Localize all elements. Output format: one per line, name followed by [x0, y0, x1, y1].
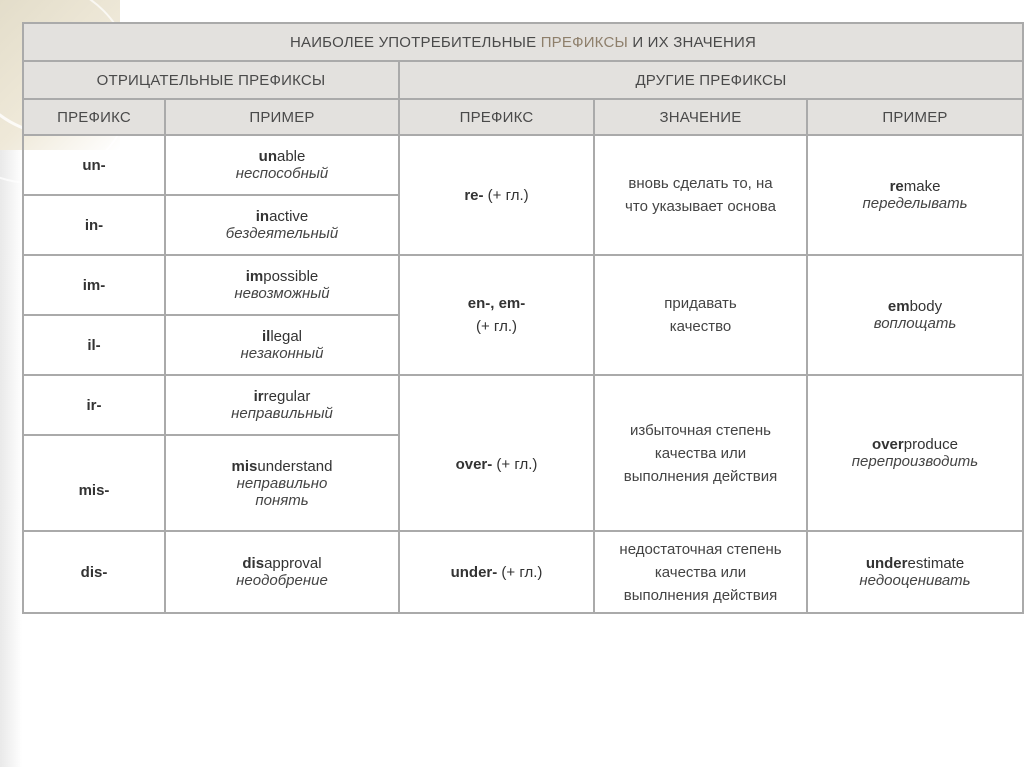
- title-row: [23, 23, 1023, 61]
- negative-example-cell: [165, 531, 399, 613]
- example-translation: неспособный: [235, 165, 329, 182]
- example-rest: produce: [903, 436, 958, 453]
- example-word: [808, 555, 1022, 572]
- example-word: [166, 458, 398, 475]
- other-prefix-note: (+ гл.): [492, 455, 538, 473]
- example-translation: неправильно: [236, 474, 328, 492]
- meaning-line: придавать: [664, 295, 737, 312]
- negative-prefix-cell: [23, 315, 165, 375]
- example-rest: active: [269, 208, 309, 225]
- group-other-header: ДРУГИЕ ПРЕФИКСЫ: [399, 61, 1023, 99]
- example-translation: незаконный: [240, 345, 324, 362]
- example-word: [166, 555, 398, 572]
- meaning-line: качество: [669, 318, 732, 335]
- example-word: [166, 388, 398, 405]
- example-rest: make: [903, 178, 941, 195]
- meaning-line: качества или: [654, 444, 747, 462]
- negative-example-cell: [165, 135, 399, 195]
- example-rest: regular: [263, 388, 311, 405]
- other-prefix-note: (+ гл.): [483, 186, 529, 204]
- other-prefix-bold: en-, em-: [467, 295, 526, 312]
- other-prefix: [451, 564, 543, 581]
- example-translation: недооценивать: [859, 572, 971, 589]
- example-stem: dis: [242, 555, 265, 572]
- other-prefix-cell: [399, 255, 594, 375]
- other-prefix-cell: [399, 375, 594, 531]
- column-header-row: [23, 99, 1023, 135]
- example-word: [166, 328, 398, 345]
- negative-example-cell: [165, 315, 399, 375]
- example-translation: невозможный: [234, 285, 330, 302]
- example-rest: understand: [257, 457, 333, 475]
- example-translation: неодобрение: [236, 572, 328, 589]
- negative-prefix: im-: [82, 276, 106, 294]
- column-header: ПРЕФИКС: [23, 99, 165, 135]
- table-row: [23, 531, 1023, 613]
- meaning-line: выполнения действия: [623, 586, 778, 604]
- title-accent: ПРЕФИКСЫ: [540, 33, 628, 51]
- group-negative-header: ОТРИЦАТЕЛЬНЫЕ ПРЕФИКСЫ: [23, 61, 399, 99]
- example-stem: under: [865, 555, 908, 572]
- example-translation: неправильный: [231, 405, 333, 422]
- meaning-line: избыточная степень: [629, 421, 771, 439]
- example-rest: estimate: [907, 555, 965, 572]
- negative-prefix: mis-: [78, 481, 110, 499]
- example-stem: il: [261, 328, 271, 345]
- title-part: НАИБОЛЕЕ УПОТРЕБИТЕЛЬНЫЕ: [289, 33, 541, 51]
- table-title: [23, 23, 1023, 61]
- negative-prefix: ir-: [86, 396, 102, 414]
- example-rest: approval: [264, 555, 322, 572]
- other-example-cell: [807, 135, 1023, 255]
- other-prefix-note: (+ гл.): [476, 318, 517, 335]
- other-prefix-bold: re-: [464, 186, 484, 204]
- column-header: ЗНАЧЕНИЕ: [594, 99, 807, 135]
- negative-prefix: dis-: [80, 563, 108, 581]
- column-header: ПРИМЕР: [807, 99, 1023, 135]
- other-meaning-cell: [594, 255, 807, 375]
- negative-example-cell: [165, 195, 399, 255]
- title-part: И ИХ ЗНАЧЕНИЯ: [627, 33, 757, 51]
- meaning-line: качества или: [654, 563, 747, 581]
- example-stem: em: [887, 298, 910, 315]
- example-word: [808, 178, 1022, 195]
- other-meaning-cell: [594, 135, 807, 255]
- example-word: [166, 148, 398, 165]
- other-meaning-cell: [594, 375, 807, 531]
- negative-prefix-cell: [23, 195, 165, 255]
- group-header-row: [23, 61, 1023, 99]
- prefix-table: [22, 22, 1024, 614]
- example-translation: переделывать: [862, 195, 968, 212]
- other-prefix-note: (+ гл.): [497, 563, 543, 581]
- other-example-cell: [807, 531, 1023, 613]
- negative-example-cell: [165, 255, 399, 315]
- other-prefix-bold: over-: [455, 455, 493, 473]
- other-prefix: [400, 292, 593, 315]
- negative-prefix: in-: [84, 216, 104, 234]
- example-rest: able: [276, 148, 306, 165]
- other-prefix: [464, 187, 528, 204]
- example-stem: in: [255, 208, 270, 225]
- other-prefix: [456, 456, 538, 473]
- example-translation: перепроизводить: [851, 453, 979, 470]
- meaning-line: недостаточная степень: [619, 540, 782, 558]
- negative-prefix: il-: [87, 336, 101, 354]
- negative-prefix-cell: [23, 135, 165, 195]
- example-stem: ir: [253, 388, 264, 405]
- meaning-line: выполнения действия: [623, 467, 778, 485]
- example-word: [808, 298, 1022, 315]
- other-prefix-bold: under-: [450, 563, 498, 581]
- example-word: [166, 268, 398, 285]
- example-stem: im: [245, 268, 264, 285]
- table-row: [23, 135, 1023, 195]
- example-word: [808, 436, 1022, 453]
- table-row: [23, 375, 1023, 435]
- negative-prefix-cell: [23, 255, 165, 315]
- other-example-cell: [807, 255, 1023, 375]
- meaning-line: что указывает основа: [625, 198, 776, 215]
- example-word: [166, 208, 398, 225]
- negative-example-cell: [165, 375, 399, 435]
- other-meaning-cell: [594, 531, 807, 613]
- meaning-line: вновь сделать то, на: [628, 175, 773, 192]
- example-translation: понять: [255, 491, 309, 509]
- other-example-cell: [807, 375, 1023, 531]
- negative-example-cell: [165, 435, 399, 531]
- negative-prefix: un-: [82, 156, 106, 174]
- column-header: ПРИМЕР: [165, 99, 399, 135]
- example-rest: legal: [270, 328, 303, 345]
- other-prefix-cell: [399, 135, 594, 255]
- table-row: [23, 255, 1023, 315]
- example-stem: mis: [231, 457, 258, 475]
- example-rest: body: [909, 298, 943, 315]
- negative-prefix-cell: [23, 531, 165, 613]
- example-stem: over: [872, 436, 904, 453]
- other-prefix-cell: [399, 531, 594, 613]
- example-stem: un: [258, 148, 277, 165]
- negative-prefix-cell: [23, 375, 165, 435]
- example-translation: бездеятельный: [225, 225, 339, 242]
- example-translation: воплощать: [873, 315, 957, 332]
- example-stem: re: [889, 178, 904, 195]
- negative-prefix-cell: [23, 435, 165, 531]
- example-rest: possible: [263, 268, 319, 285]
- column-header: ПРЕФИКС: [399, 99, 594, 135]
